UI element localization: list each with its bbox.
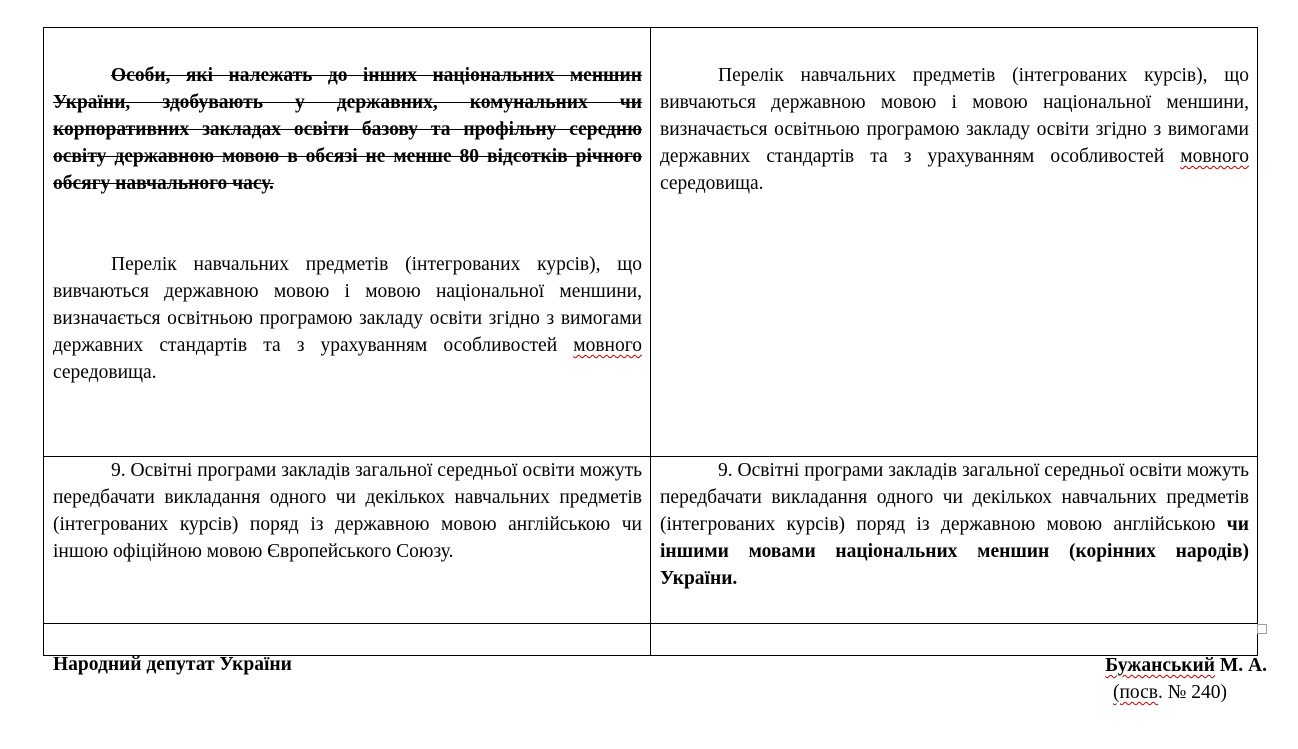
spellcheck-word: мовного: [1180, 146, 1249, 167]
table-resize-handle[interactable]: [1257, 624, 1267, 634]
table-cell-left[interactable]: [44, 457, 651, 624]
comparison-table: [43, 27, 1258, 656]
struck-paragraph: Особи, які належать до інших національних меншин України, здобувають у державних, комунальних чи корпоративних закладах освіти базову та профільну середню освіту державною мовою в обсязі не менше 80 відсотків річного обсягу навчального часу.: [53, 65, 642, 194]
table-row: [44, 457, 1258, 624]
table-cell-right[interactable]: [651, 457, 1258, 624]
table-cell-left[interactable]: [44, 28, 651, 457]
signature-block: [1105, 652, 1267, 706]
signatory-name: Бужанський М. А.: [1105, 655, 1267, 676]
table-cell-right[interactable]: [651, 624, 1258, 656]
paragraph: 9. Освітні програми закладів загальної середньої освіти можуть передбачати викладання одного чи декількох навчальних предметів (інтегрованих курсів) поряд із державною мовою англійською чи іншою офіційною мовою Європейського Союзу.: [53, 460, 642, 562]
table-cell-left[interactable]: [44, 624, 651, 656]
paragraph: 9. Освітні програми закладів загальної середньої освіти можуть передбачати викладання одного чи декількох навчальних предметів (інтегрованих курсів) поряд із державною мовою англійською чи іншими мовами національних меншин (корінних народів) України.: [660, 460, 1249, 589]
table-row: [44, 624, 1258, 656]
paragraph: Перелік навчальних предметів (інтегрованих курсів), що вивчаються державною мовою і мовою національної меншини, визначається освітньою програмою закладу освіти згідно з вимогами державних стандартів та з урахуванням особливостей мовного середовища.: [660, 65, 1249, 194]
spellcheck-word: мовного: [573, 335, 642, 356]
table-row: [44, 28, 1258, 457]
table-cell-right[interactable]: [651, 28, 1258, 457]
bold-insertion: чи іншими мовами національних меншин (корінних народів) України.: [660, 514, 1249, 589]
certificate-number: (посв. № 240): [1112, 682, 1227, 703]
paragraph: Перелік навчальних предметів (інтегрованих курсів), що вивчаються державною мовою і мовою національної меншини, визначається освітньою програмою закладу освіти згідно з вимогами державних стандартів та з урахуванням особливостей мовного середовища.: [53, 254, 642, 383]
deputy-label: Народний депутат України: [53, 654, 292, 675]
spellcheck-word: Бужанський: [1105, 655, 1215, 676]
spellcheck-word: (посв: [1112, 682, 1159, 703]
